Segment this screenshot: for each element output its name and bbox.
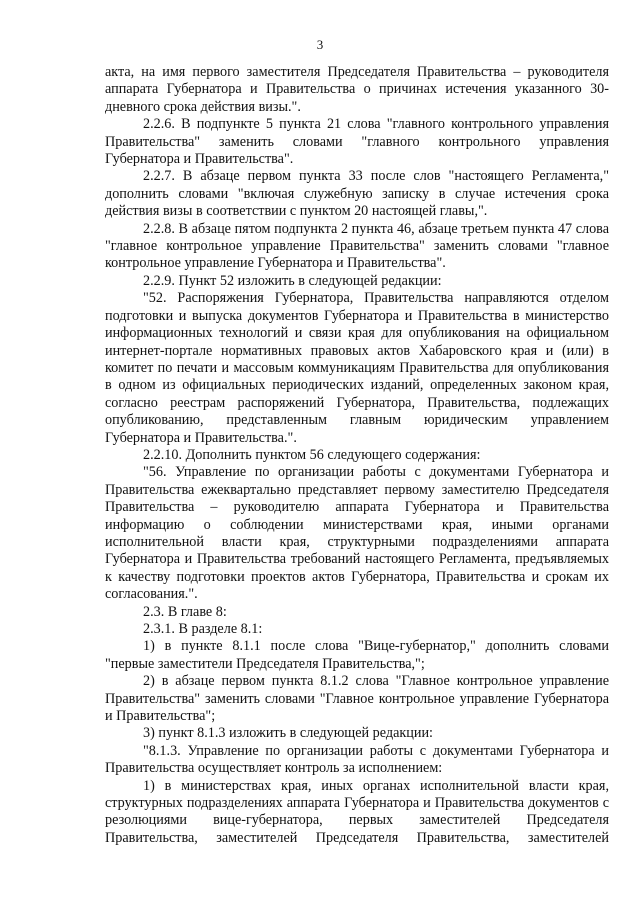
- paragraph-sub-2: 2) в абзаце первом пункта 8.1.2 слова "Главное контрольное управление Правительства" заменить словами "Главное контрольное управление Губернатора и Правительства";: [105, 673, 609, 725]
- paragraph-2-3: 2.3. В главе 8:: [143, 603, 227, 620]
- paragraph-item-8-1-3-sub-1: 1) в министерствах края, иных органах исполнительной власти края, структурных подразделениях аппарата Губернатора и Правительства документов с резолюциями вице-губернатора, первых заместителей Председателя Правительства, заместителей Председателя Правительства, заместителей: [105, 777, 609, 846]
- paragraph-2-2-9: 2.2.9. Пункт 52 изложить в следующей редакции:: [143, 272, 442, 289]
- paragraph-2-2-10: 2.2.10. Дополнить пунктом 56 следующего содержания:: [143, 446, 481, 463]
- document-body: [105, 64, 609, 847]
- paragraph-item-56: "56. Управление по организации работы с документами Губернатора и Правительства ежеквартально представляет первому заместителю Председателя Правительства – руководителю аппарата Губернатора и Правительства информацию о соблюдении министерствами края, иными органами исполнительной власти края, структурными подразделениями аппарата Губернатора и Правительства требований настоящего Регламента, предъявляемых к качеству подготовки проектов актов Губернатора, Правительства и срокам их согласования.".: [105, 464, 609, 603]
- page-number: 3: [316, 37, 324, 52]
- paragraph-item-52: "52. Распоряжения Губернатора, Правительства направляются отделом подготовки и выпуска документов Губернатора и Правительства в министерство информационных технологий и связи края для опубликования на официальном интернет-портале нормативных правовых актов Хабаровского края и (или) в комитет по печати и массовым коммуникациям Правительства для опубликования в одном из официальных периодических изданий, определенных законом края, согласно реестрам распоряжений Губернатора, Правительства, подлежащих опубликованию, представленным главным юридическим управлением Губернатора и Правительства.".: [105, 290, 609, 446]
- paragraph-sub-3: 3) пункт 8.1.3 изложить в следующей редакции:: [143, 725, 433, 742]
- paragraph-item-8-1-3: "8.1.3. Управление по организации работы с документами Губернатора и Правительства осуществляет контроль за исполнением:: [105, 742, 609, 777]
- paragraph-2-2-8: 2.2.8. В абзаце пятом подпункта 2 пункта 46, абзаце третьем пункта 47 слова "главное контрольное управление Правительства" заменить словами "главное контрольное управление Губернатора и Правительства".: [105, 220, 609, 272]
- paragraph-continuation: акта, на имя первого заместителя Председателя Правительства – руководителя аппарата Губернатора и Правительства о причинах истечения указанного 30-дневного срока действия визы.".: [105, 64, 609, 115]
- paragraph-2-2-7: 2.2.7. В абзаце первом пункта 33 после слов "настоящего Регламента," дополнить словами "включая служебную записку в случае истечения срока действия визы в соответствии с пунктом 20 настоящей главы,".: [105, 168, 609, 220]
- paragraph-2-3-1: 2.3.1. В разделе 8.1:: [143, 621, 263, 637]
- paragraph-2-2-6: 2.2.6. В подпункте 5 пункта 21 слова "главного контрольного управления Правительства" заменить словами "главного контрольного управления Губернатора и Правительства".: [105, 116, 609, 168]
- paragraph-sub-1: 1) в пункте 8.1.1 после слова "Вице-губернатор," дополнить словами "первые заместители Председателя Правительства,";: [105, 638, 609, 672]
